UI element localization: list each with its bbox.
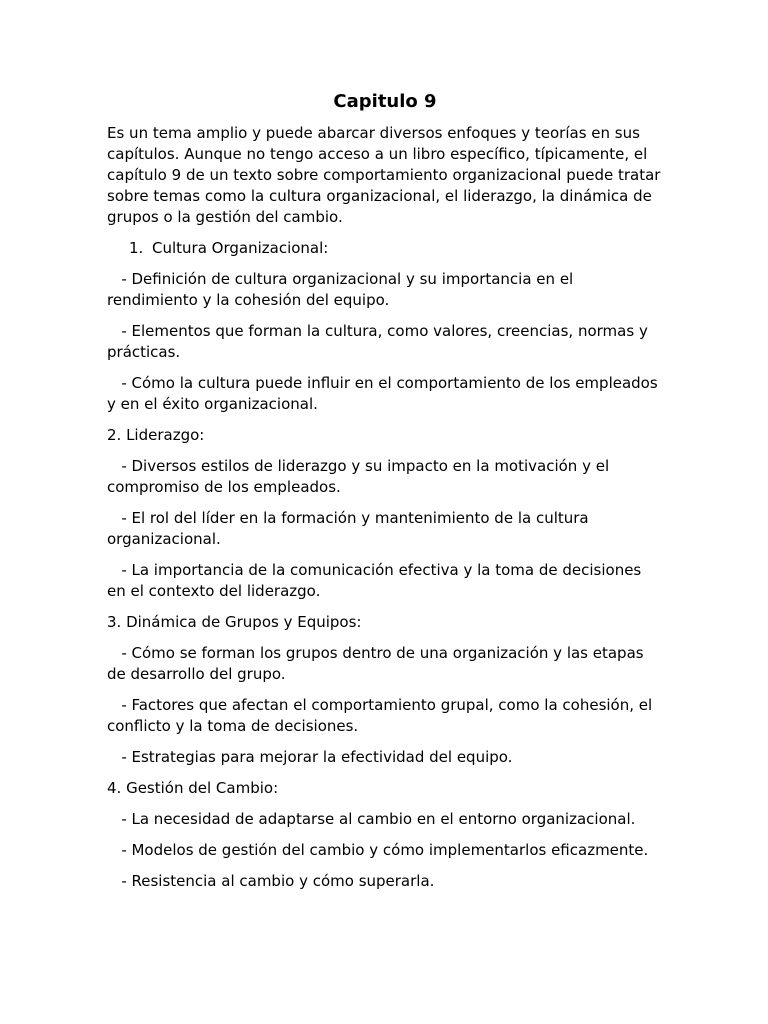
bullet-item <box>107 643 663 685</box>
bullet-item <box>107 269 663 311</box>
bullet-text: - Definición de cultura organizacional y su importancia en el rendimiento y la cohesión del equipo. <box>107 270 574 309</box>
document-body <box>107 90 663 902</box>
intro-paragraph: Es un tema amplio y puede abarcar diversos enfoques y teorías en sus capítulos. Aunque no tengo acceso a un libro específico, típicamente, el capítulo 9 de un texto sobre comportamiento organizacional puede tratar sobre temas como la cultura organizacional, el liderazgo, la dinámica de grupos o la gestión del cambio. <box>107 124 661 226</box>
bullet-item <box>107 747 663 768</box>
section-heading-3: 3. Dinámica de Grupos y Equipos: <box>107 613 362 631</box>
bullet-text: - La necesidad de adaptarse al cambio en el entorno organizacional. <box>121 810 636 828</box>
section-heading-1 <box>107 238 663 259</box>
bullet-item <box>107 871 663 892</box>
bullet-text: - Cómo se forman los grupos dentro de una organización y las etapas de desarrollo del grupo. <box>107 644 644 683</box>
section-heading-4: 4. Gestión del Cambio: <box>107 779 279 797</box>
bullet-item <box>107 695 663 737</box>
bullet-item <box>107 508 663 550</box>
bullet-text: - Resistencia al cambio y cómo superarla. <box>121 872 435 890</box>
bullet-text: - Diversos estilos de liderazgo y su impacto en la motivación y el compromiso de los empleados. <box>107 457 610 496</box>
bullet-item <box>107 840 663 861</box>
bullet-text: - La importancia de la comunicación efectiva y la toma de decisiones en el contexto del liderazgo. <box>107 561 642 600</box>
section-number-1: 1. <box>129 239 144 257</box>
bullet-text: - Estrategias para mejorar la efectividad del equipo. <box>121 748 513 766</box>
section-heading-2: 2. Liderazgo: <box>107 426 205 444</box>
bullet-text: - Elementos que forman la cultura, como valores, creencias, normas y prácticas. <box>107 322 648 361</box>
bullet-text: - Factores que afectan el comportamiento grupal, como la cohesión, el conflicto y la toma de decisiones. <box>107 696 653 735</box>
bullet-item <box>107 560 663 602</box>
bullet-item <box>107 321 663 363</box>
bullet-text: - Modelos de gestión del cambio y cómo implementarlos eficazmente. <box>121 841 649 859</box>
bullet-text: - Cómo la cultura puede influir en el comportamiento de los empleados y en el éxito organizacional. <box>107 374 658 413</box>
bullet-item <box>107 456 663 498</box>
bullet-text: - El rol del líder en la formación y mantenimiento de la cultura organizacional. <box>107 509 589 548</box>
bullet-item <box>107 809 663 830</box>
page-title: Capitulo 9 <box>333 91 437 112</box>
bullet-item <box>107 373 663 415</box>
section-heading-1-label: Cultura Organizacional: <box>152 239 329 257</box>
